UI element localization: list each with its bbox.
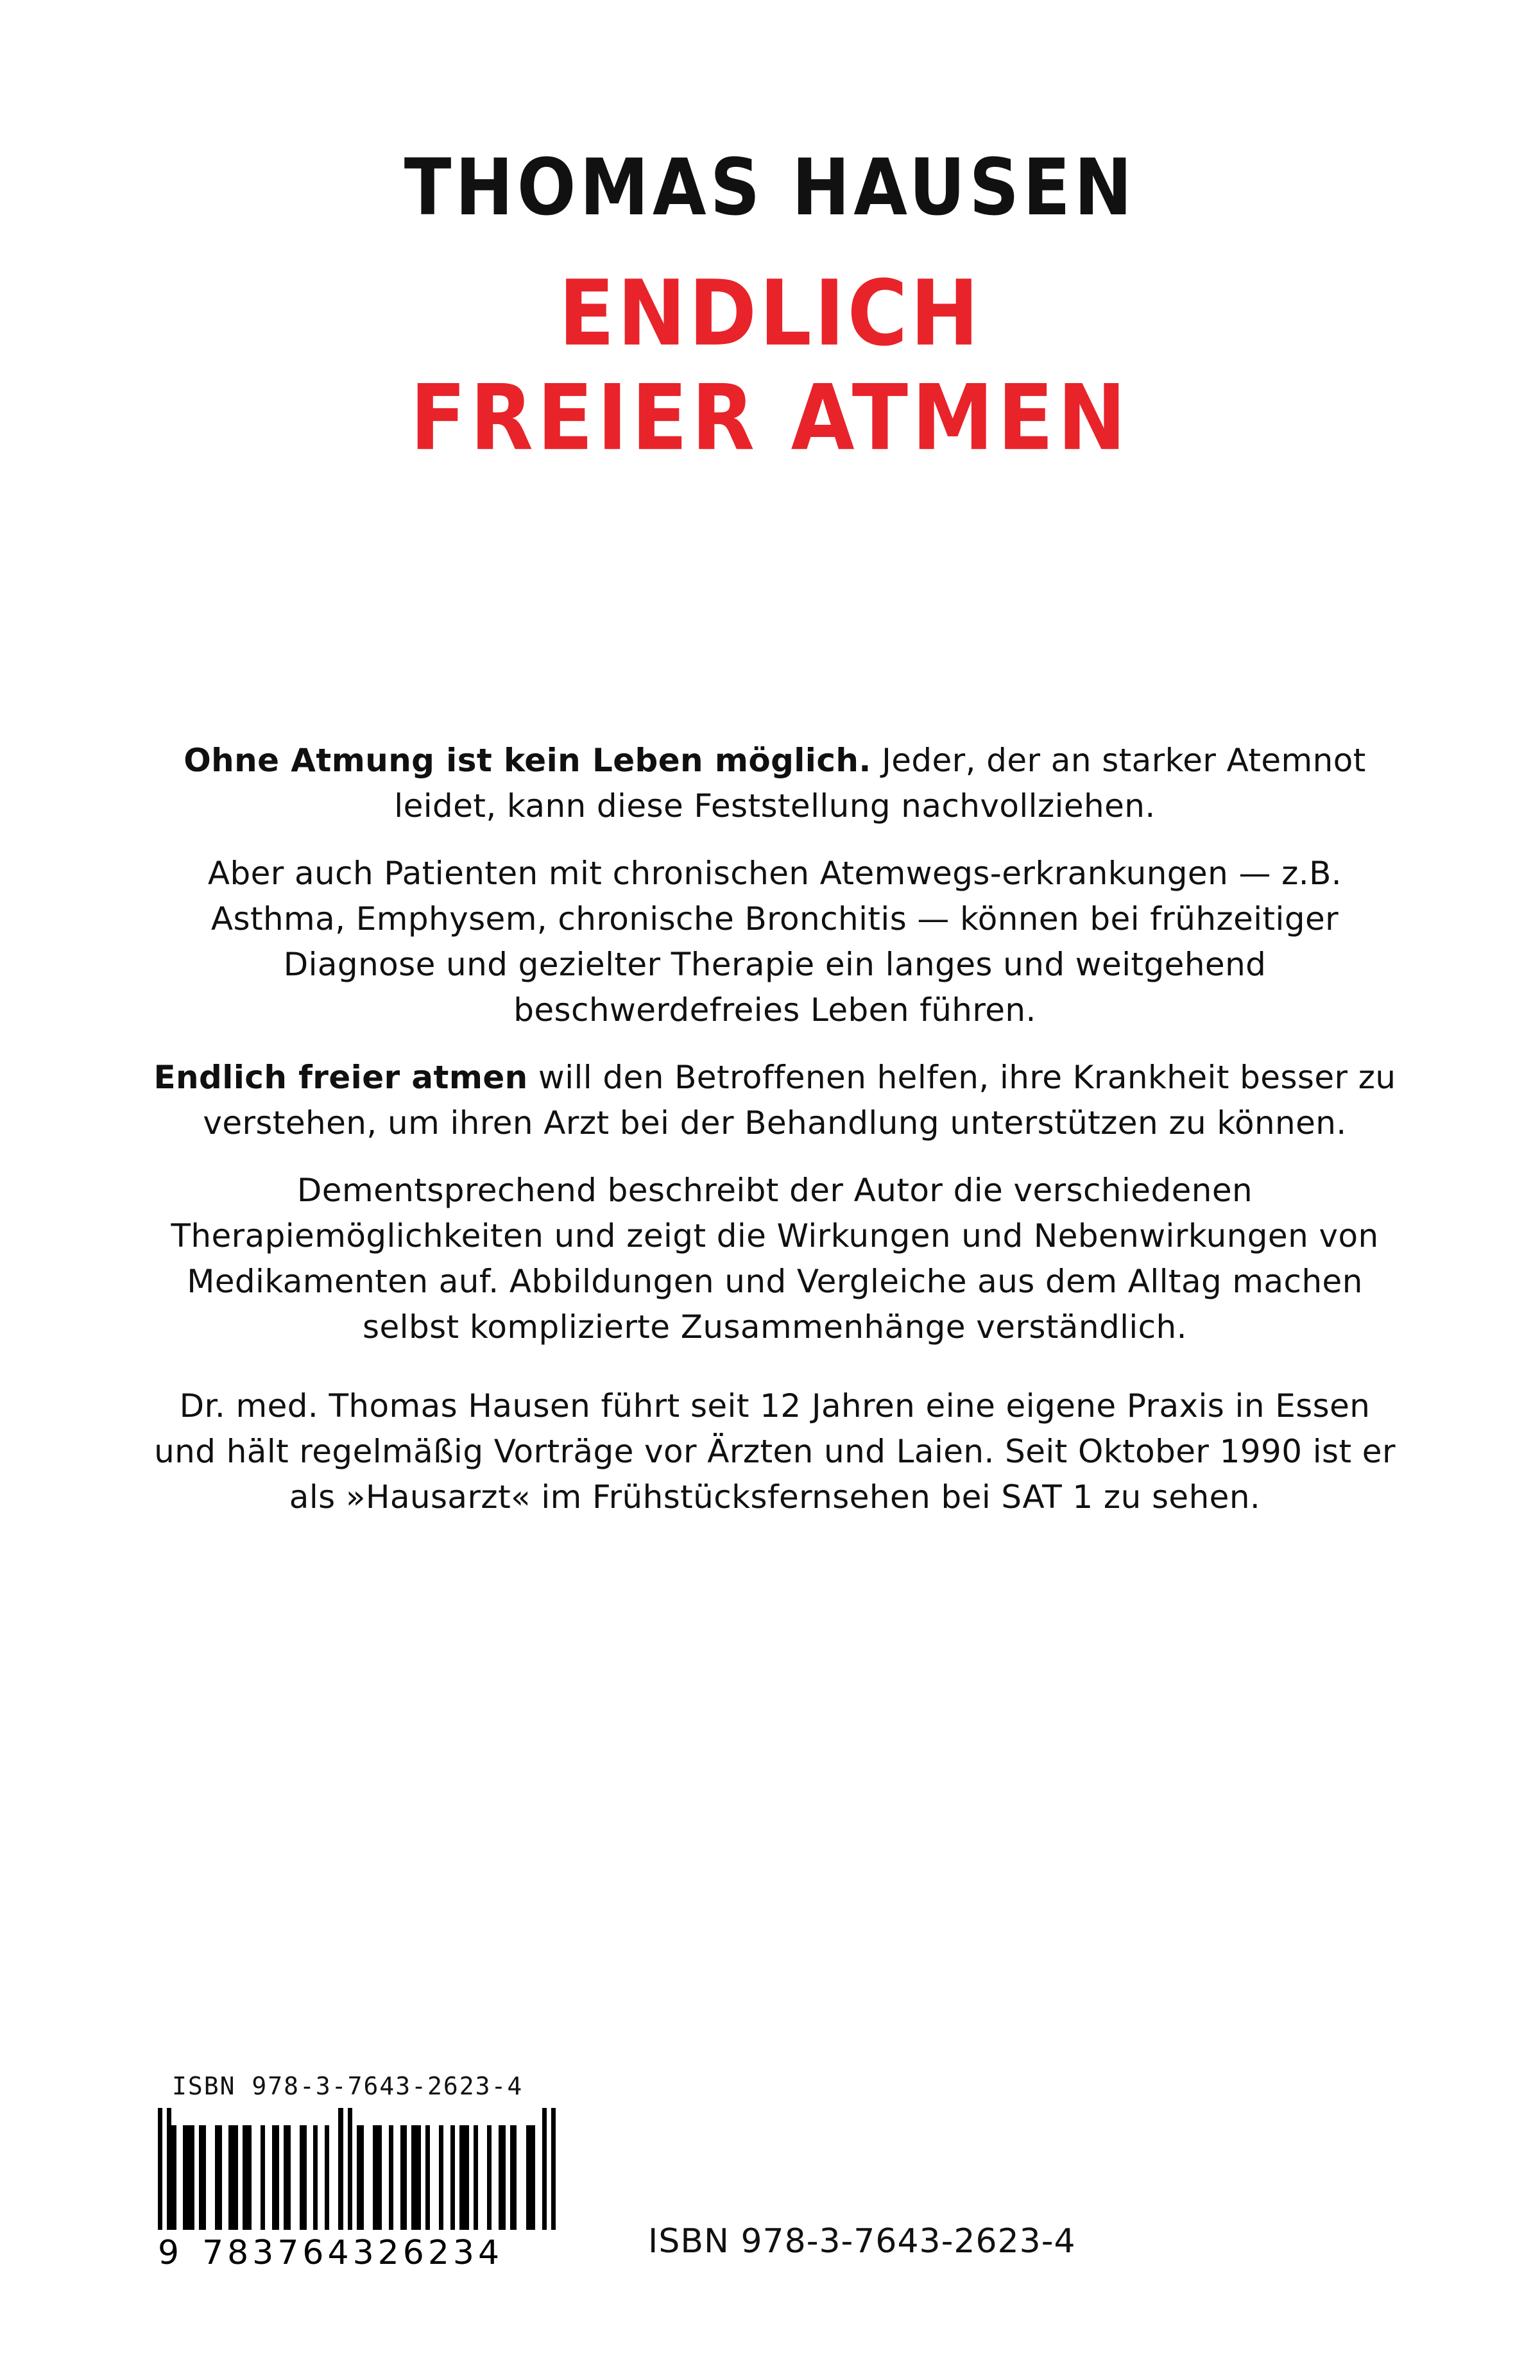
- barcode-bar: [487, 2125, 492, 2230]
- barcode-bar: [228, 2125, 237, 2230]
- barcode-bar: [252, 2125, 261, 2230]
- barcode-bar: [348, 2108, 352, 2230]
- barcode-bar: [334, 2108, 338, 2230]
- barcode-bar: [307, 2125, 314, 2230]
- blurb-author-bio: Dr. med. Thomas Hausen führt seit 12 Jahren eine eigene Praxis in Essen und hält regelmäßig Vorträge vor Ärzten und Laien. Seit Oktober 1990 ist er als »Hausarzt« im Frühstücksfernsehen bei SAT 1 zu sehen.: [154, 1387, 1396, 1516]
- barcode-bar: [176, 2125, 184, 2230]
- book-title: [0, 261, 1540, 472]
- barcode-bar: [421, 2125, 425, 2230]
- barcode-bar: [393, 2125, 400, 2230]
- title-line-2: FREIER ATMEN: [410, 366, 1130, 472]
- barcode-bar: [499, 2125, 506, 2230]
- blurb-paragraph-2: Aber auch Patienten mit chronischen Atemwegs-erkrankungen — z.B. Asthma, Emphysem, chronische Bronchitis — können bei frühzeitiger Diagnose und gezielter Therapie ein langes und weitgehend beschwerdefreies Leben führen.: [207, 855, 1342, 1029]
- barcode-bar: [171, 2125, 176, 2230]
- barcode-bar: [194, 2125, 199, 2230]
- barcode-bar: [162, 2108, 167, 2230]
- barcode-bar: [389, 2125, 393, 2230]
- barcode-bar: [510, 2125, 517, 2230]
- barcode-digits: [158, 2234, 607, 2272]
- barcode-bar: [535, 2125, 542, 2230]
- barcode-bar: [291, 2125, 300, 2230]
- barcode-bar: [455, 2125, 459, 2230]
- barcode-bar: [459, 2125, 468, 2230]
- barcode-bar: [506, 2125, 510, 2230]
- blurb-text: [148, 738, 1402, 1520]
- barcode-bar: [318, 2125, 325, 2230]
- blurb-paragraph-4: Dementsprechend beschreibt der Autor die verschiedenen Therapiemöglichkeiten und zeigt die Wirkungen und Nebenwirkungen von Medikamenten auf. Abbildungen und Vergleiche aus dem Alltag machen selbst komplizierte Zusammenhänge verständlich.: [171, 1172, 1379, 1346]
- blurb-lead: Ohne Atmung ist kein Leben möglich.: [184, 742, 871, 779]
- barcode-bar: [272, 2125, 279, 2230]
- barcode-bar: [279, 2125, 284, 2230]
- barcode-bar: [469, 2125, 474, 2230]
- barcode-bar: [238, 2125, 243, 2230]
- barcode-bar: [284, 2125, 291, 2230]
- barcode-bar: [430, 2125, 439, 2230]
- barcode-bar: [158, 2108, 162, 2230]
- paragraph-spacer: [148, 1372, 1402, 1383]
- isbn-above-barcode: ISBN 978-3-7643-2623-4: [172, 2072, 524, 2100]
- blurb-paragraph-3: [148, 1055, 1402, 1146]
- barcode-bar: [478, 2125, 487, 2230]
- barcode-block: [158, 2072, 607, 2272]
- barcode-bar: [517, 2125, 526, 2230]
- barcode-bar: [243, 2125, 252, 2230]
- barcode-bar: [439, 2125, 443, 2230]
- barcode-bar: [313, 2125, 318, 2230]
- barcode-bar: [261, 2125, 265, 2230]
- barcode-image: [158, 2108, 556, 2230]
- barcode-bar: [364, 2125, 373, 2230]
- isbn-right: ISBN 978-3-7643-2623-4: [648, 2222, 1076, 2261]
- author-name: THOMAS HAUSEN: [404, 143, 1136, 234]
- barcode-bar: [357, 2125, 364, 2230]
- barcode-bar: [215, 2125, 222, 2230]
- barcode-lead-digit: 9: [158, 2234, 184, 2272]
- barcode-bar: [443, 2125, 450, 2230]
- barcode-bar: [474, 2125, 478, 2230]
- barcode-bar: [425, 2125, 430, 2230]
- barcode-bar: [352, 2108, 357, 2230]
- barcode-bar: [542, 2108, 547, 2230]
- barcode-bar: [450, 2125, 455, 2230]
- barcode-bar: [407, 2125, 411, 2230]
- barcode-bar: [373, 2125, 382, 2230]
- blurb-paragraph-3-rest: will den Betroffenen helfen, ihre Krankheit besser zu verstehen, um ihren Arzt bei der Behandlung unterstützen zu können.: [203, 1059, 1396, 1142]
- barcode-bar: [382, 2125, 389, 2230]
- barcode-bar: [206, 2125, 215, 2230]
- barcode-bar: [329, 2125, 334, 2230]
- barcode-bar: [492, 2125, 499, 2230]
- barcode-bar: [551, 2108, 556, 2230]
- blurb-paragraph-1-rest: Jeder, der an starker Atemnot leidet, kann diese Feststellung nachvollziehen.: [394, 742, 1366, 825]
- blurb-title-mention: Endlich freier atmen: [153, 1059, 528, 1096]
- barcode-bar: [183, 2125, 194, 2230]
- barcode-main-digits: 783764326234: [202, 2234, 504, 2272]
- barcode-bar: [167, 2108, 171, 2230]
- barcode-bar: [265, 2125, 272, 2230]
- title-line-1: ENDLICH: [558, 261, 982, 367]
- barcode-bar: [199, 2125, 206, 2230]
- barcode-bar: [400, 2125, 407, 2230]
- barcode-bar: [222, 2125, 229, 2230]
- barcode-bar: [411, 2125, 420, 2230]
- barcode-bar: [300, 2125, 307, 2230]
- barcode-bar: [526, 2125, 535, 2230]
- blurb-paragraph-1: [148, 738, 1402, 829]
- cover-header: [0, 0, 1540, 472]
- barcode-bar: [343, 2108, 348, 2230]
- barcode-bar: [547, 2108, 551, 2230]
- barcode-bar: [338, 2108, 343, 2230]
- barcode-bar: [325, 2125, 329, 2230]
